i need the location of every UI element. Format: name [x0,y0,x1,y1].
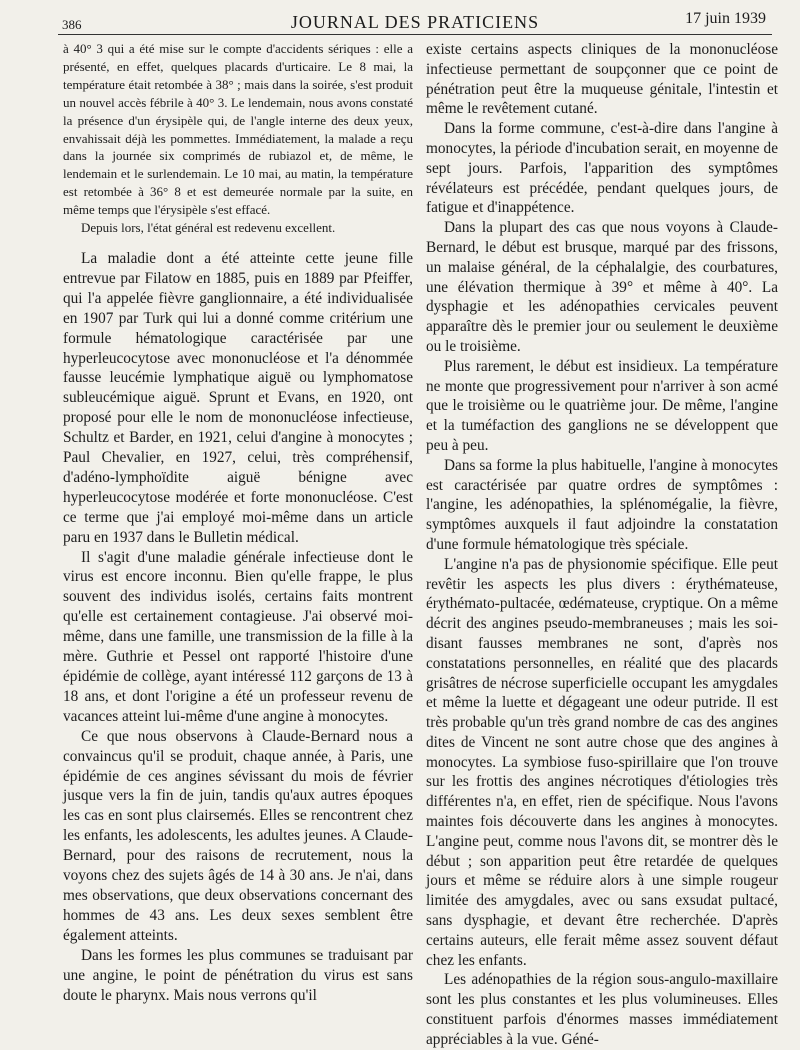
page-header [58,8,772,35]
body-paragraph: Dans la plupart des cas que nous voyons à Claude-Bernard, le début est brusque, marqué par des frissons, un malaise général, de la céphalalgie, des courbatures, une élévation thermique à 39° et même à 40°. La dysphagie et les adénopathies cervicales peuvent apparaître dès le premier jour ou seulement le deuxième ou le troisième. [426,219,778,355]
journal-title: JOURNAL DES PRATICIENS [290,12,540,32]
left-column [63,40,413,1005]
body-paragraph: Il s'agit d'une maladie générale infectieuse dont le virus est encore inconnu. Bien qu'elle frappe, le plus souvent des individus isolés, certains faits montrent qu'elle est certainement contagieuse. J'ai observé moi-même, dans une famille, une transmission de la fille à la mère. Guthrie et Pessel ont rapporté l'histoire d'une épidémie de collège, ayant intéressé 112 garçons de 13 à 18 ans, et dont l'origine a été un professeur revenu de vacances atteint lui-même d'une angine à monocytes. [63,548,413,725]
body-paragraph: La maladie dont a été atteinte cette jeune fille entrevue par Filatow en 1885, puis en 1889 par Pfeiffer, qui l'a appelée fièvre ganglionnaire, a été individualisée en 1907 par Turk qui lui a donné comme critérium une formule hématologique caractérisée par une hyperleucocytose avec mononucléose et l'a dénommée fausse leucémie lymphatique aiguë ou lymphomatose subleucémique aiguë. Sprunt et Evans, en 1920, ont proposé pour elle le nom de mononucléose infectieuse, Schultz et Barder, en 1921, celui d'angine à monocytes ; Paul Chevalier, en 1927, celui, très compréhensif, d'adéno-lymphoïdite aiguë bénigne avec hyperleucocytose modérée et forte mononucléose. C'est ce terme que j'ai employé moi-même dans un article paru en 1937 dans le Bulletin médical. [63,249,413,546]
case-paragraph: à 40° 3 qui a été mise sur le compte d'accidents sériques : elle a présenté, en effet, quelques placards d'urticaire. Le 8 mai, la température était retombée à 38° ; mais dans la soirée, s'est produit un nouvel accès fébrile à 40° 3. Le lendemain, nous avons constaté la présence d'un érysipèle qui, de l'angle interne des deux yeux, envahissait déjà les pommettes. Immédiatement, la malade a reçu dans la journée six comprimés de rubiazol et, de même, le lendemain et le surlendemain. Le 10 mai, au matin, la température est retombée à 36° 8 et est demeurée normale par la suite, en même temps que l'érysipèle s'est effacé. [63,41,413,218]
case-report [63,40,413,237]
issue-date: 17 juin 1939 [685,10,766,27]
body-paragraph: Ce que nous observons à Claude-Bernard nous a convaincus qu'il se produit, chaque année, à Paris, une épidémie de ces angines sévissant du mois de février jusque vers la fin de juin, tandis qu'aux autres époques les cas en sont plus clairsemés. Elles se rencontrent chez les enfants, les adolescents, les adultes jeunes. A Claude-Bernard, pour des raisons de recrutement, nous la voyons chez des sujets âgés de 14 à 30 ans. Je n'ai, dans mes observations, que deux observations concernant des hommes de 43 ans. Les deux sexes semblent être également atteints. [63,727,413,944]
page-number: 386 [62,17,82,32]
body-paragraph: existe certains aspects cliniques de la mononucléose infectieuse permettant de soupçonner que ce point de pénétration peut être la muqueuse génitale, l'intestin et même le revêtement cutané. [426,41,778,118]
body-paragraph: Dans la forme commune, c'est-à-dire dans l'angine à monocytes, la période d'incubation serait, en moyenne de sept jours. Parfois, l'apparition des symptômes révélateurs est précédée, pendant quelques jours, de fatigue et d'inappétence. [426,120,778,217]
body-paragraph: Les adénopathies de la région sous-angulo-maxillaire sont les plus constantes et les plus volumineuses. Elles constituent parfois d'énormes masses immédiatement appréciables à la vue. Géné- [426,971,778,1048]
body-paragraph: L'angine n'a pas de physionomie spécifique. Elle peut revêtir les aspects les plus divers : érythémateuse, érythémato-pultacée, œdémateuse, cryptique. On a même décrit des angines pseudo-membraneuses ; mais les soi-disant fausses membranes ne sont, d'après nos constatations personnelles, en réalité que des placards grisâtres de nécrose superficielle occupant les amygdales et même la luette et dégageant une odeur putride. Il est très probable qu'un très grand nombre de cas des angines dites de Vincent ne sont autre chose que des angines à monocytes. La symbiose fuso-spirillaire que l'on trouve sur les frottis des angines nécrotiques d'étiologies très différentes n'a, en effet, rien de spécifique. Nous l'avons maintes fois découverte dans les angines à monocytes. L'angine peut, comme nous l'avons dit, se montrer dès le début ; son apparition peut être retardée de quelques jours et même se réduire alors à une simple rougeur limitée des amygdales, avec ou sans exsudat pultacé, sans dysphagie, et devant être recherchée. D'après certains auteurs, elle ferait même assez souvent défaut chez les enfants. [426,555,778,969]
right-column [426,40,778,1050]
body-paragraph: Dans sa forme la plus habituelle, l'angine à monocytes est caractérisée par quatre ordres de symptômes : l'angine, les adénopathies, la splénomégalie, la fièvre, symptômes auxquels il faut adjoindre la constatation d'une formule hématologique très spéciale. [426,456,778,553]
body-paragraph: Plus rarement, le début est insidieux. La température ne monte que progressivement pour n'arriver à son acmé que le troisième ou le quatrième jour. De même, l'angine et la tuméfaction des ganglions ne se développent que peu à peu. [426,357,778,454]
case-paragraph: Depuis lors, l'état général est redevenu excellent. [81,220,336,236]
body-text [63,249,413,1005]
body-paragraph: Dans les formes les plus communes se traduisant par une angine, le point de pénétration du virus est sans doute le pharynx. Mais nous verrons qu'il [63,946,413,1004]
